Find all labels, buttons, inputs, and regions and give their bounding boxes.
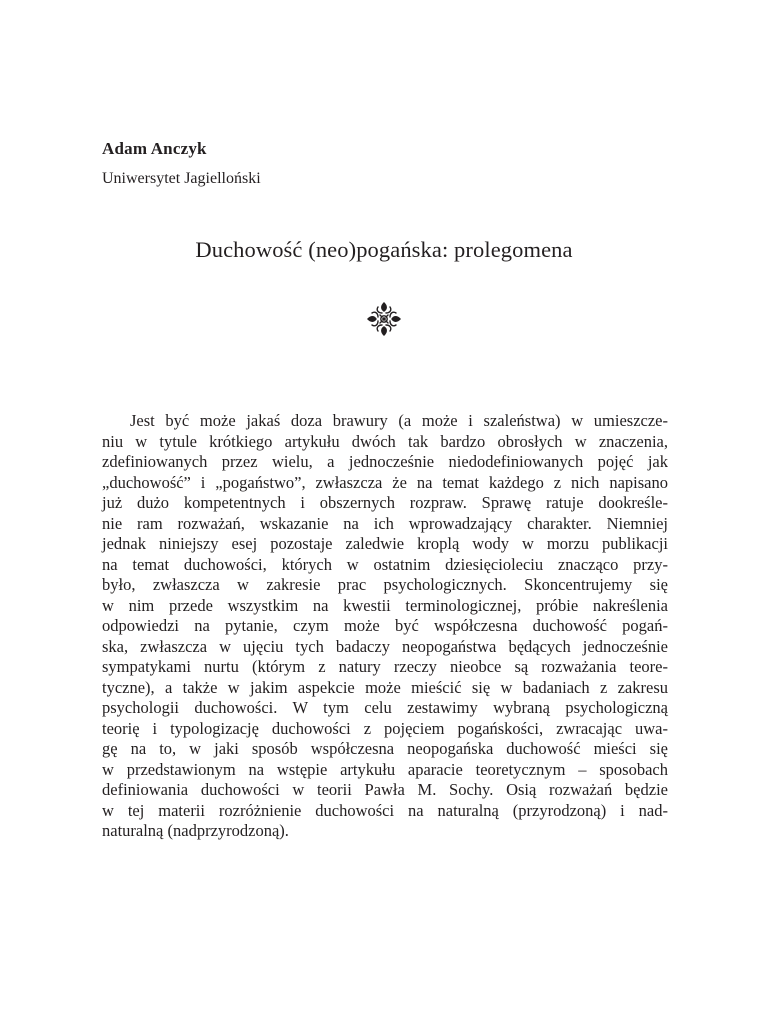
body-line: gę na to, w jaki sposób współczesna neopogańska duchowość mieści się	[102, 739, 668, 758]
floral-ornament-icon	[366, 301, 402, 337]
body-line: zdefiniowanych przez wielu, a jednocześnie niedodefiniowanych pojęć jak	[102, 452, 668, 471]
body-line: jednak niniejszy esej pozostaje zaledwie kroplą wody w morzu publikacji	[102, 534, 668, 553]
body-line: teorię i typologizację duchowości z pojęciem pogańskości, zwracając uwa-	[102, 718, 668, 738]
body-line: naturalną (nadprzyrodzoną).	[102, 821, 289, 840]
body-line: definiowania duchowości w teorii Pawła M. Sochy. Osią rozważań będzie	[102, 780, 668, 799]
body-line: Jest być może jakaś doza brawury (a może i szaleństwa) w umieszcze-	[130, 411, 668, 430]
body-line: sympatykami nurtu (którym z natury rzeczy nieobce są rozważania teore-	[102, 657, 668, 676]
body-line: ska, zwłaszcza w ujęciu tych badaczy neopogaństwa będących jednocześnie	[102, 636, 668, 656]
body-line: w przedstawionym na wstępie artykułu aparacie teoretycznym – sposobach	[102, 759, 668, 779]
body-line: tyczne), a także w jakim aspekcie może mieścić się w badaniach z zakresu	[102, 677, 668, 697]
body-line: psychologii duchowości. W tym celu zestawimy wybraną psychologiczną	[102, 698, 668, 717]
author-name: Adam Anczyk	[102, 139, 207, 158]
body-line: było, zwłaszcza w zakresie prac psychologicznych. Skoncentrujemy się	[102, 575, 668, 594]
body-line: odpowiedzi na pytanie, czym może być współczesna duchowość pogań-	[102, 616, 668, 635]
article-title: Duchowość (neo)pogańska: prolegomena	[195, 237, 573, 262]
body-line: nie ram rozważań, wskazanie na ich wprowadzający charakter. Niemniej	[102, 513, 668, 533]
body-line: na temat duchowości, których w ostatnim dziesięcioleciu znacząco przy-	[102, 554, 668, 574]
article-body	[102, 411, 668, 842]
body-line: „duchowość” i „pogaństwo”, zwłaszcza że na temat każdego z nich napisano	[102, 472, 668, 492]
body-line: w nim przede wszystkim na kwestii terminologicznej, próbie nakreślenia	[102, 595, 668, 615]
body-line: w tej materii rozróżnienie duchowości na naturalną (przyrodzoną) i nad-	[102, 800, 668, 820]
body-line: już dużo kompetentnych i obszernych rozpraw. Sprawę ratuje dookreśle-	[102, 493, 668, 512]
author-affiliation: Uniwersytet Jagielloński	[102, 170, 261, 187]
body-line: niu w tytule krótkiego artykułu dwóch tak bardzo obrosłych w znaczenia,	[102, 431, 668, 451]
